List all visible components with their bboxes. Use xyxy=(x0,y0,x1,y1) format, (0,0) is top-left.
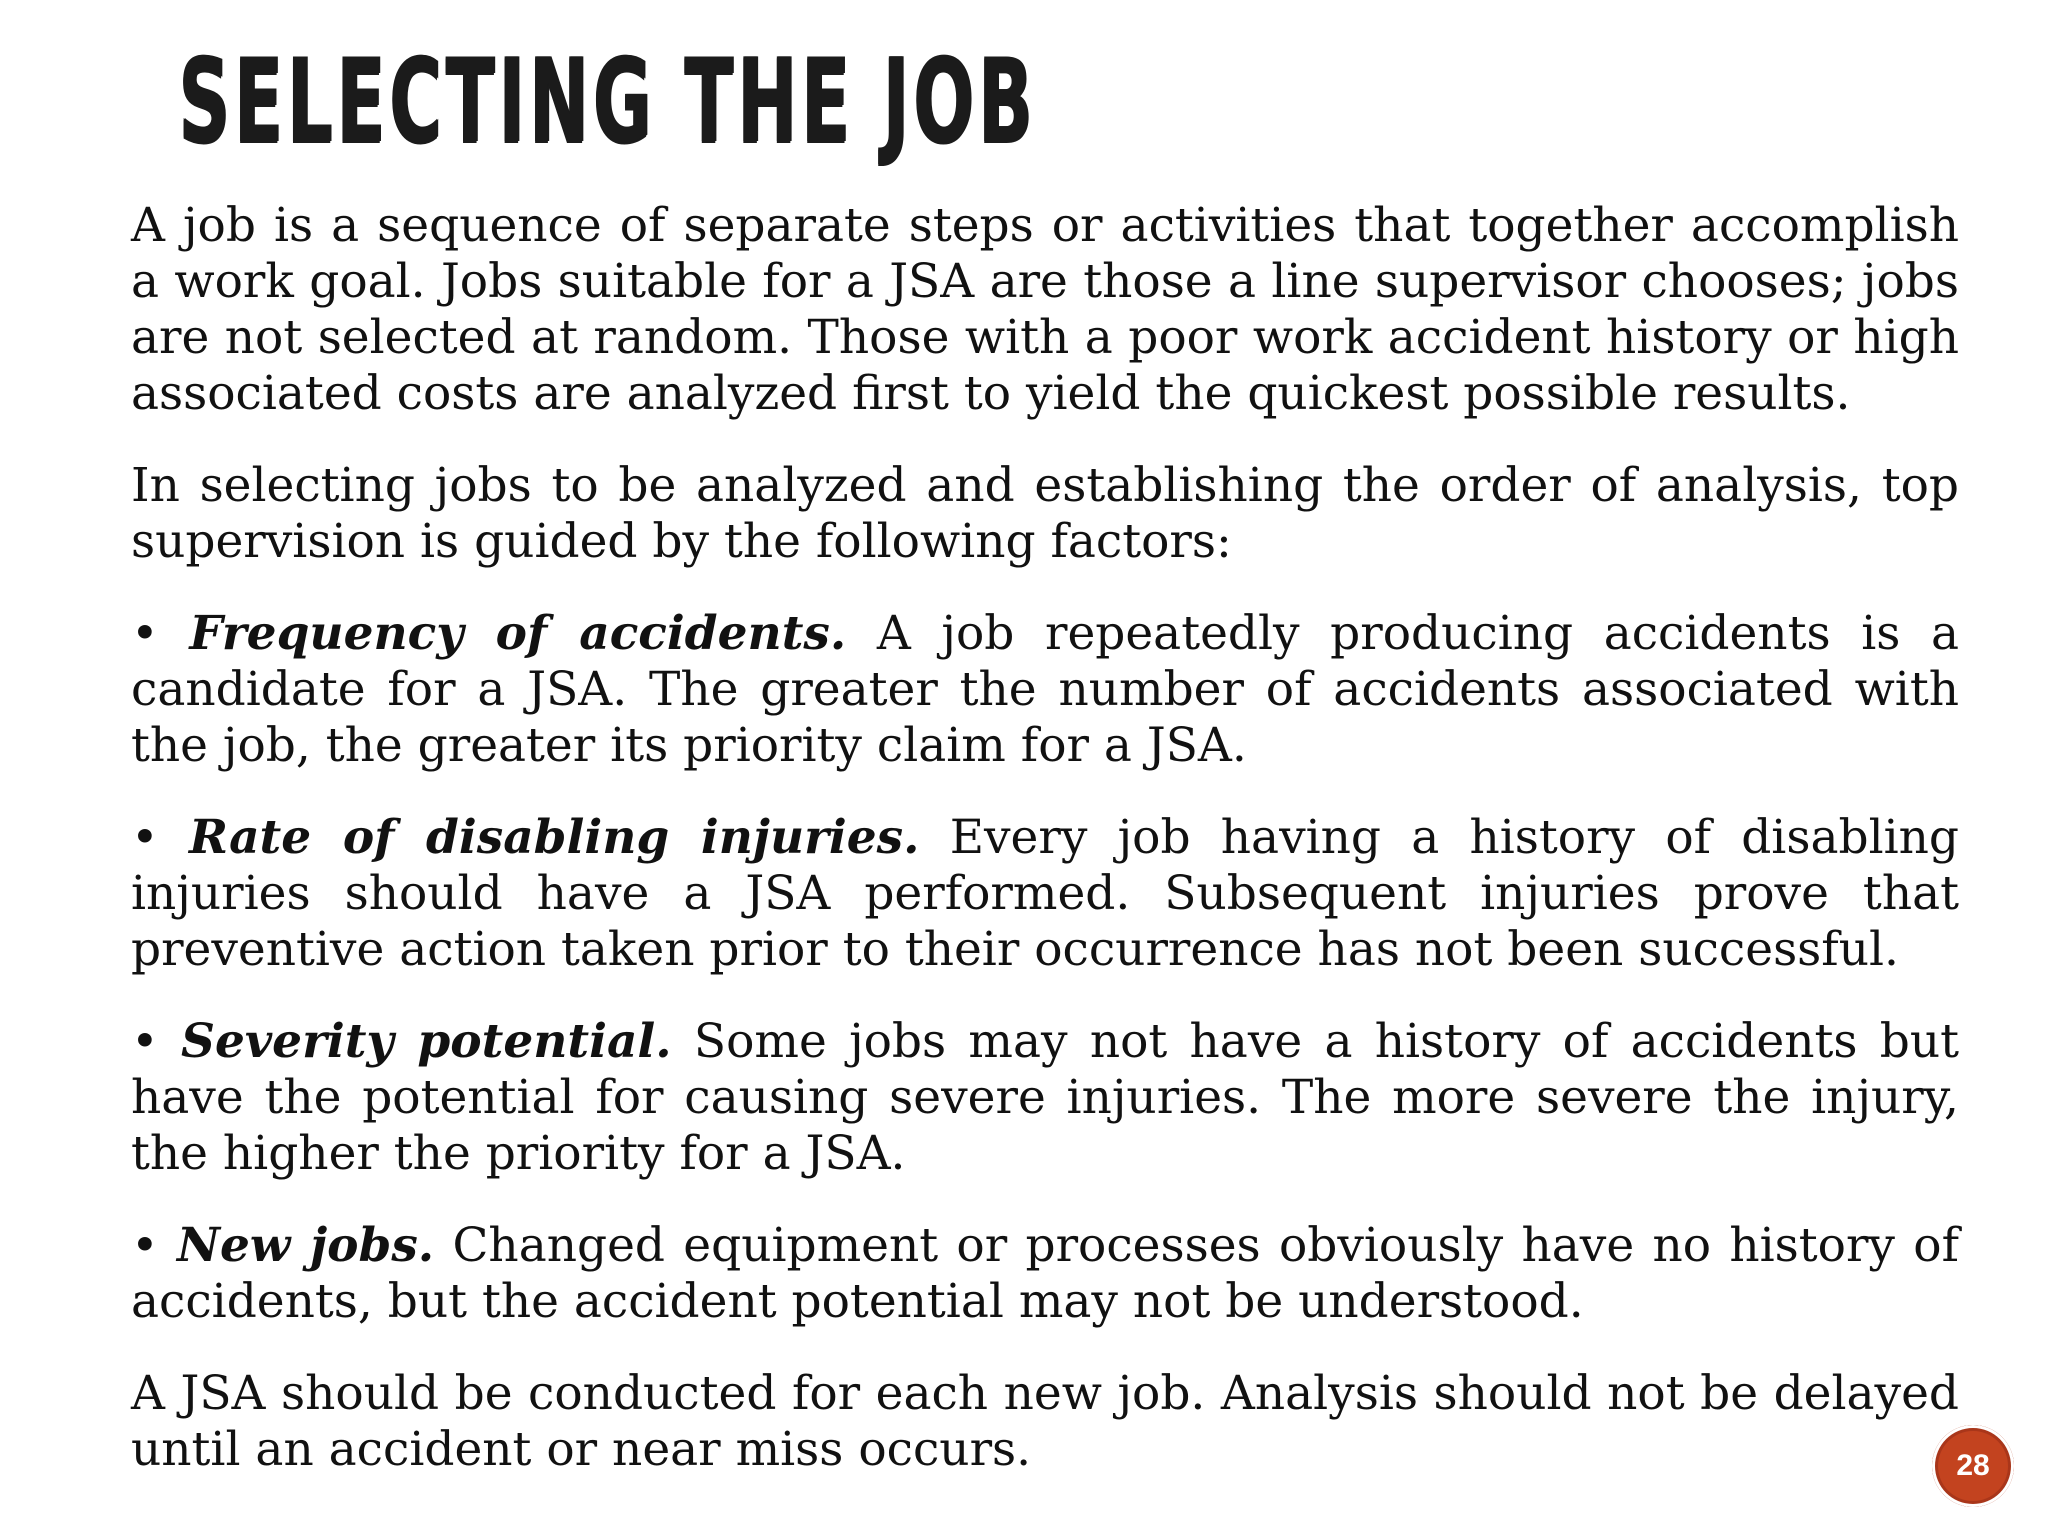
bullet-marker: • xyxy=(131,606,159,661)
page-number: 28 xyxy=(1956,1449,1990,1482)
bullet-marker: • xyxy=(131,1014,159,1069)
factor-text: Every job having a history of disabling injuries should have a JSA performed. Subsequent injuries prove that preventive action taken prior to their occurrence has not been successful. xyxy=(131,810,1959,977)
intro-paragraph: A job is a sequence of separate steps or activities that together accomplish a work goal. Jobs suitable for a JSA are those a line supervisor chooses; jobs are not selected at random. Those with a poor work accident history or high associated costs are analyzed first to yield the quickest possible results. xyxy=(131,198,1959,421)
factor-text: A job repeatedly producing accidents is a candidate for a JSA. The greater the number of accidents associated with the job, the greater its priority claim for a JSA. xyxy=(131,606,1959,773)
factor-term: Frequency of accidents. xyxy=(189,606,847,661)
page-number-badge xyxy=(1932,1425,2014,1507)
factor-frequency xyxy=(131,606,1959,774)
bullet-marker: • xyxy=(131,1218,159,1273)
factor-new-jobs xyxy=(131,1218,1959,1330)
factor-text: Some jobs may not have a history of accidents but have the potential for causing severe injuries. The more severe the injury, the higher the priority for a JSA. xyxy=(131,1014,1959,1181)
slide-title: SELECTING THE JOB xyxy=(178,34,1037,169)
factors-intro-paragraph: In selecting jobs to be analyzed and establishing the order of analysis, top supervision is guided by the following factors: xyxy=(131,458,1959,569)
factor-term: Severity potential. xyxy=(181,1014,672,1069)
bullet-marker: • xyxy=(131,810,159,865)
factor-disabling-injuries xyxy=(131,810,1959,978)
factor-term: Rate of disabling injuries. xyxy=(188,810,920,865)
factor-severity-potential xyxy=(131,1014,1959,1182)
slide-body xyxy=(131,198,1959,1514)
closing-paragraph: A JSA should be conducted for each new job. Analysis should not be delayed until an accident or near miss occurs. xyxy=(131,1366,1959,1477)
factor-term: New jobs. xyxy=(177,1218,435,1273)
factor-text: Changed equipment or processes obviously have no history of accidents, but the accident potential may not be understood. xyxy=(131,1218,1959,1329)
